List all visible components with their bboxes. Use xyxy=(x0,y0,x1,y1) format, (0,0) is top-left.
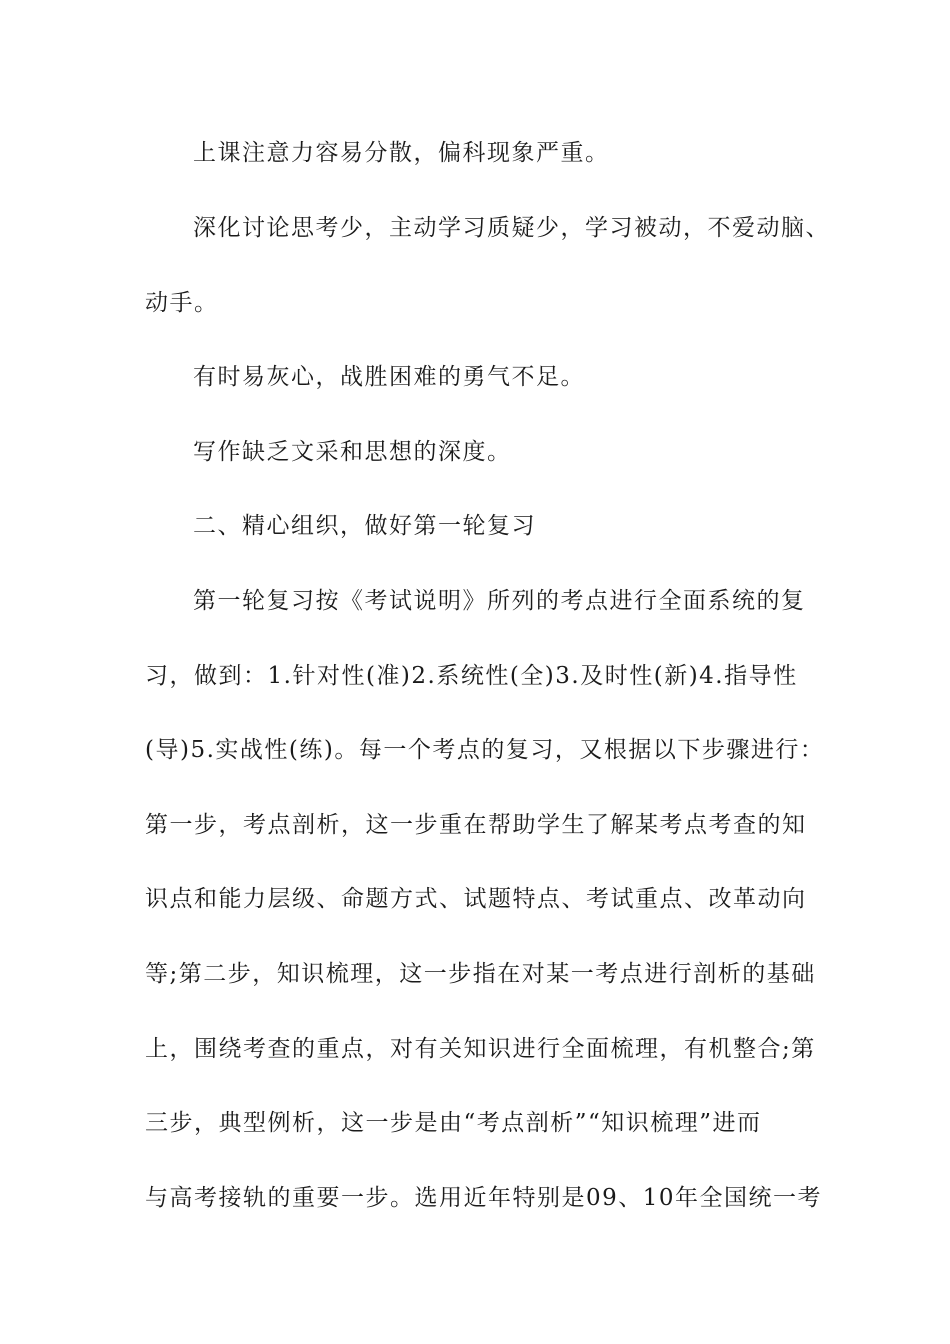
paragraph-line: 动手。 xyxy=(145,290,219,316)
paragraph-line: (导)5.实战性(练)。每一个考点的复习，又根据以下步骤进行： xyxy=(145,737,825,763)
paragraph-line: 上课注意力容易分散，偏科现象严重。 xyxy=(193,140,610,166)
paragraph-line: 第一步，考点剖析，这一步重在帮助学生了解某考点考查的知 xyxy=(145,812,807,838)
paragraph-line: 与高考接轨的重要一步。选用近年特别是09、10年全国统一考 xyxy=(145,1185,823,1211)
paragraph-line: 深化讨论思考少，主动学习质疑少，学习被动，不爱动脑、 xyxy=(193,215,830,241)
paragraph-line: 写作缺乏文采和思想的深度。 xyxy=(193,439,512,465)
section-heading: 二、精心组织，做好第一轮复习 xyxy=(193,513,536,539)
paragraph-line: 第一轮复习按《考试说明》所列的考点进行全面系统的复 xyxy=(193,588,806,614)
paragraph-line: 识点和能力层级、命题方式、试题特点、考试重点、改革动向 xyxy=(145,886,807,912)
paragraph-line: 有时易灰心，战胜困难的勇气不足。 xyxy=(193,364,585,390)
paragraph-line: 上，围绕考查的重点，对有关知识进行全面梳理，有机整合;第 xyxy=(145,1036,816,1062)
paragraph-line: 三步，典型例析，这一步是由“考点剖析”“知识梳理”进而 xyxy=(145,1110,762,1136)
paragraph-line: 等;第二步，知识梳理，这一步指在对某一考点进行剖析的基础 xyxy=(145,961,816,987)
paragraph-line: 习，做到：1.针对性(准)2.系统性(全)3.及时性(新)4.指导性 xyxy=(145,663,798,689)
